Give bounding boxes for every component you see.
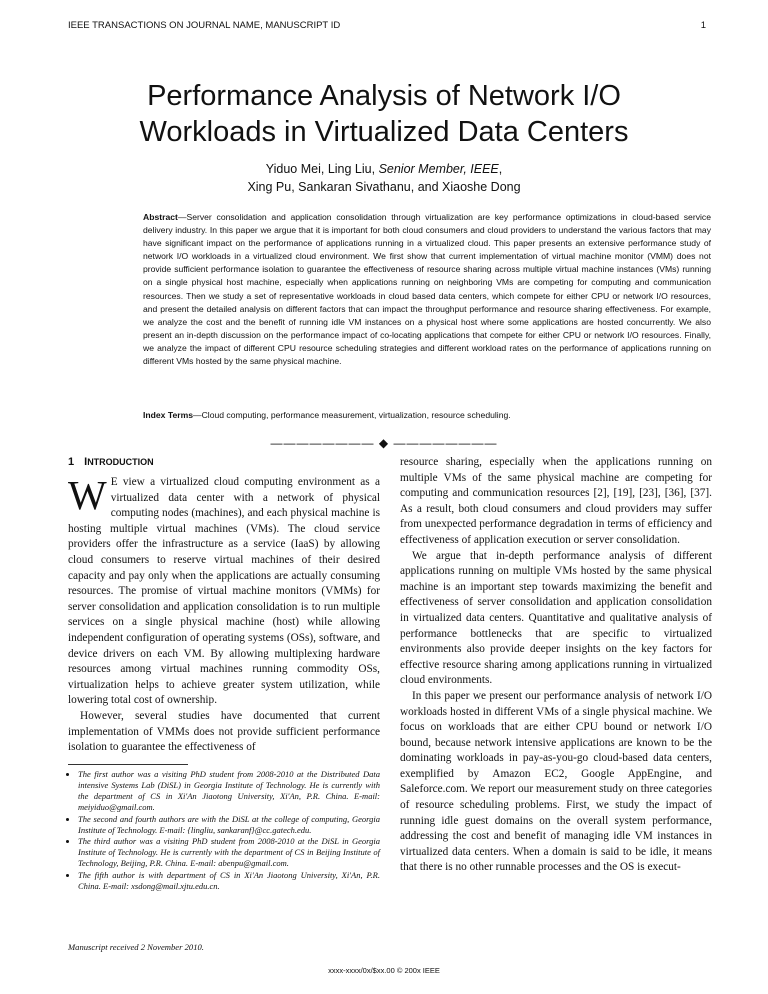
running-header — [68, 20, 706, 34]
right-paragraph-3: In this paper we present our performance analysis of network I/O workloads hosted in different VMs of a single physical machine. We focus on workloads that are either CPU bound or network I/O bound, because network intensive applications are known to be the dominating workloads in pay-as-you-go cloud-based data centers, exemplified by Amazon EC2, Google AppEngine, and Saleforce.com. We report our measurement study on three categories of resource scheduling problems. First, we study the impact of running idle guest domains on the overall system performance, addressing the cost and benefit of managing idle VM instances in virtualized data centers. When a domain is said to be idle, it means that there is no other runnable processes and the OS is execut- — [400, 689, 712, 874]
footnote-rule — [68, 764, 188, 765]
author-footnotes — [68, 769, 380, 892]
right-column — [400, 455, 712, 876]
section-number: 1 — [68, 456, 75, 468]
author-list — [0, 160, 768, 196]
footnote-3: • The third author was a visiting PhD student from 2008-2010 at the DiSL in Georgia Institute of Technology. He is currently with the department of CS in Beijing Institute of Technology, Beijing, P.R. China. E-mail: abenpu@gmail.com. — [78, 836, 380, 870]
right-paragraph-2: We argue that in-depth performance analysis of different applications running on multiple VMs hosted by the same physical machine is an important step towards maximizing the benefit and effectiveness of server consolidation and application consolidation in virtualized data centers. Quantitative and qualitative analysis of performance bottlenecks that are specific to virtualized environments also provide deeper insights on the key factors for effective resource sharing among applications running in virtualized cloud environments. — [400, 549, 712, 687]
section-heading-introduction — [68, 455, 380, 469]
authors-line-1-end: , — [498, 162, 503, 176]
manuscript-received: Manuscript received 2 November 2010. — [68, 942, 204, 952]
left-column — [68, 455, 380, 892]
abstract-label: Abstract — [143, 212, 178, 222]
footnote-1: • The first author was a visiting PhD student from 2008-2010 at the Distributed Data intensive Systems Lab (DiSL) in Georgia Institute of Technology. He is currently with the department of CS in Xi'An Jiaotong University, Xi'An, P.R. China. E-mail: meiyiduo@gmail.com. — [78, 769, 380, 814]
index-terms-label: Index Terms — [143, 410, 193, 420]
footnote-4: • The fifth author is with department of CS in Xi'An Jiaotong University, Xi'An, P.R. China. E-mail: xsdong@mail.xjtu.edu.cn. — [78, 870, 380, 892]
intro-paragraph-1 — [68, 472, 380, 709]
author-role: Senior Member, IEEE — [378, 162, 499, 176]
authors-line-2: Xing Pu, Sankaran Sivathanu, and Xiaoshe Dong — [247, 180, 521, 194]
journal-name: IEEE TRANSACTIONS ON JOURNAL NAME, MANUSCRIPT ID — [68, 20, 341, 31]
intro-paragraph-1-text: E view a virtualized cloud computing environment as a virtualized data center with a network of physical computing nodes (machines), and each physical machine is hosting multiple virtual machines (VMs). The cloud service providers offer the infrastructure as a service (IaaS) by allowing cloud consumers to reserve virtual machines of their desired capacity and pay only when the applications are actually consuming resources. The promise of virtual machine monitors (VMMs) for server consolidation and application consolidation is to run multiple services on a single physical machine (host) while allowing independent configuration of operating systems (OSs), software, and device drivers on each VM. By allowing multiplexing hardware resources among virtual machines running commodity OSs, virtualization helps to achieve greater system utilization, while lowering total cost of ownership. — [68, 476, 380, 707]
abstract-text: —Server consolidation and application consolidation through virtualization are key performance optimizations in cloud-based service delivery industry. In this paper we argue that it is important for both cloud consumers and cloud providers to understand the various factors that may have significant impact on the performance of applications running in a virtualized cloud. This paper presents an extensive performance study of network I/O workloads in a virtualized cloud environment. We first show that current implementation of virtual machine monitor (VMM) does not provide sufficient performance isolation to guarantee the effectiveness of resource sharing across multiple virtual machine instances (VMs) running on a single physical host machine, especially when applications running on neighboring VMs are competing for computing and communication resources. Then we study a set of representative workloads in cloud based data centers, which compete for either CPU or network I/O resources, and present the detailed analysis on different factors that can impact the throughput performance and resource sharing effectiveness. For example, we analyze the cost and the benefit of running idle VM instances on a physical host where some applications are hosted concurrently. We also present an in-depth discussion on the performance impact of co-locating applications that compete for either CPU or network I/O resources. Finally, we analyze the impact of different CPU resource scheduling strategies and different workload rates on the performance of applications running on different VMs hosted by the same physical machine. — [143, 212, 711, 367]
index-terms — [143, 409, 711, 422]
title-line-1: Performance Analysis of Network I/O — [147, 80, 621, 112]
section-title-first-letter: I — [84, 456, 88, 468]
right-paragraph-1: resource sharing, especially when the applications running on multiple VMs of the same physical machine are competing for computing and communication resources [2], [19], [23], [36], [37]. As a result, both cloud consumers and cloud providers may suffer from unexpected performance degradation in terms of efficiency and effectiveness of application execution or server consolidation. — [400, 456, 712, 546]
drop-cap: W — [68, 472, 107, 518]
section-title-rest: NTRODUCTION — [87, 457, 154, 467]
paper-title — [0, 78, 768, 150]
copyright-line: xxxx-xxxx/0x/$xx.00 © 200x IEEE — [328, 966, 440, 975]
footnote-2: • The second and fourth authors are with the DiSL at the college of computing, Georgia Institute of Technology. E-mail: {lingliu, sankaranf}@cc.gatech.edu. — [78, 814, 380, 836]
authors-names-1: Yiduo Mei, Ling Liu, — [265, 162, 379, 176]
authors-line-1 — [0, 160, 768, 178]
abstract — [143, 211, 711, 368]
title-line-2: Workloads in Virtualized Data Centers — [139, 116, 629, 148]
index-terms-text: —Cloud computing, performance measurement, virtualization, resource scheduling. — [193, 410, 511, 420]
page-number: 1 — [700, 20, 706, 31]
intro-paragraph-2: However, several studies have documented that current implementation of VMMs does not provide sufficient performance isolation to guarantee the effectiveness of — [68, 709, 380, 754]
section-separator: ———————— ◆ ———————— — [270, 436, 498, 450]
